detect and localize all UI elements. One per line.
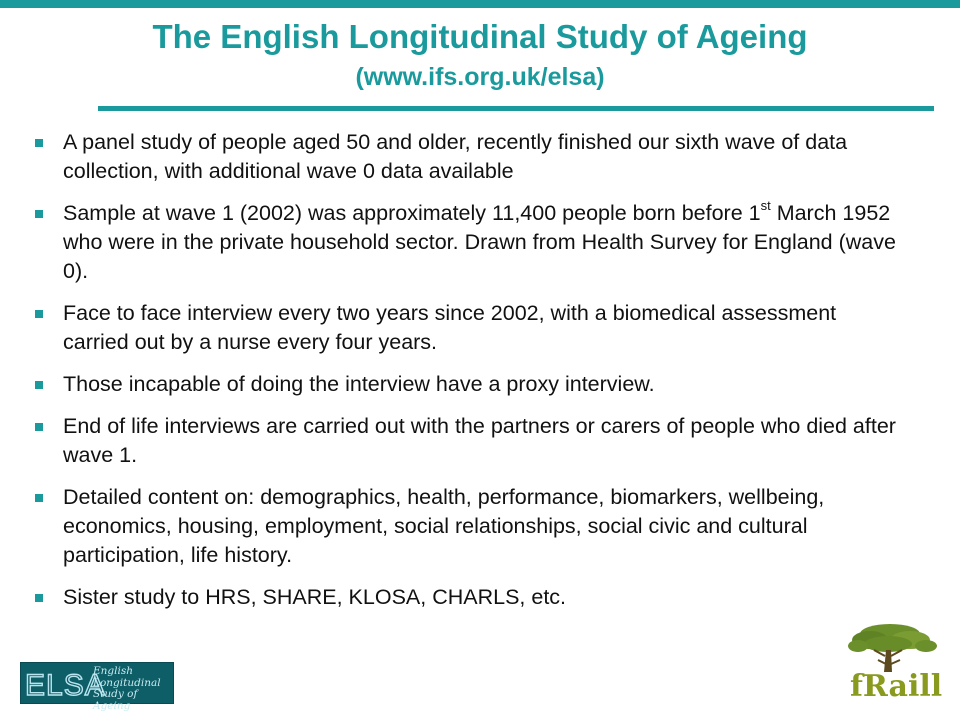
- elsa-logo: [20, 662, 174, 712]
- square-bullet-icon: [35, 310, 43, 318]
- bullet-item: [34, 370, 904, 399]
- elsa-main-text: ELSA: [25, 669, 106, 702]
- slide-title-block: [40, 16, 920, 94]
- frail-logo: [836, 620, 946, 702]
- elsa-line-2: Longitudinal: [93, 676, 161, 689]
- bullet-text: Detailed content on: demographics, health, performance, biomarkers, wellbeing, economics, housing, employment, social relationships, social civic and cultural participation, life history.: [63, 485, 825, 567]
- slide-title: The English Longitudinal Study of Ageing: [152, 18, 808, 55]
- bullet-item: [34, 412, 904, 470]
- bullet-text: A panel study of people aged 50 and older, recently finished our sixth wave of data collection, with additional wave 0 data available: [63, 130, 848, 183]
- square-bullet-icon: [35, 594, 43, 602]
- square-bullet-icon: [35, 494, 43, 502]
- bullet-text-part: Sample at wave 1 (2002) was approximately 11,400 people born before 1: [63, 201, 761, 225]
- square-bullet-icon: [35, 139, 43, 147]
- top-accent-bar: [0, 0, 960, 8]
- elsa-line-1: English: [93, 665, 134, 677]
- square-bullet-icon: [35, 423, 43, 431]
- elsa-wordmark: [21, 663, 106, 703]
- tree-icon: [848, 624, 937, 672]
- bullet-text: Those incapable of doing the interview have a proxy interview.: [63, 372, 655, 396]
- frail-text: fRaill: [850, 669, 943, 704]
- slide-subtitle: (www.ifs.org.uk/elsa): [355, 63, 605, 91]
- bullet-item: [34, 299, 904, 357]
- bullet-text: Face to face interview every two years since 2002, with a biomedical assessment carried out by a nurse every four years.: [63, 301, 837, 354]
- bullet-text: Sister study to HRS, SHARE, KLOSA, CHARLS, etc.: [63, 585, 567, 609]
- bullet-item: [34, 483, 904, 570]
- bullet-item: [34, 128, 904, 186]
- bullet-list: [34, 128, 904, 625]
- bullet-text-part: March 1952 who were in the private household sector. Drawn from Health Survey for England (wave 0).: [63, 201, 896, 283]
- elsa-full-name: [93, 666, 173, 712]
- bullet-item: [34, 199, 904, 286]
- elsa-line-3: Study of Ageing: [93, 688, 138, 712]
- square-bullet-icon: [35, 210, 43, 218]
- square-bullet-icon: [35, 381, 43, 389]
- title-divider: [98, 106, 934, 111]
- bullet-text: End of life interviews are carried out with the partners or carers of people who died after wave 1.: [63, 414, 896, 467]
- bullet-item: [34, 583, 904, 612]
- bullet-text: [63, 197, 896, 283]
- ordinal-superscript: st: [760, 197, 771, 213]
